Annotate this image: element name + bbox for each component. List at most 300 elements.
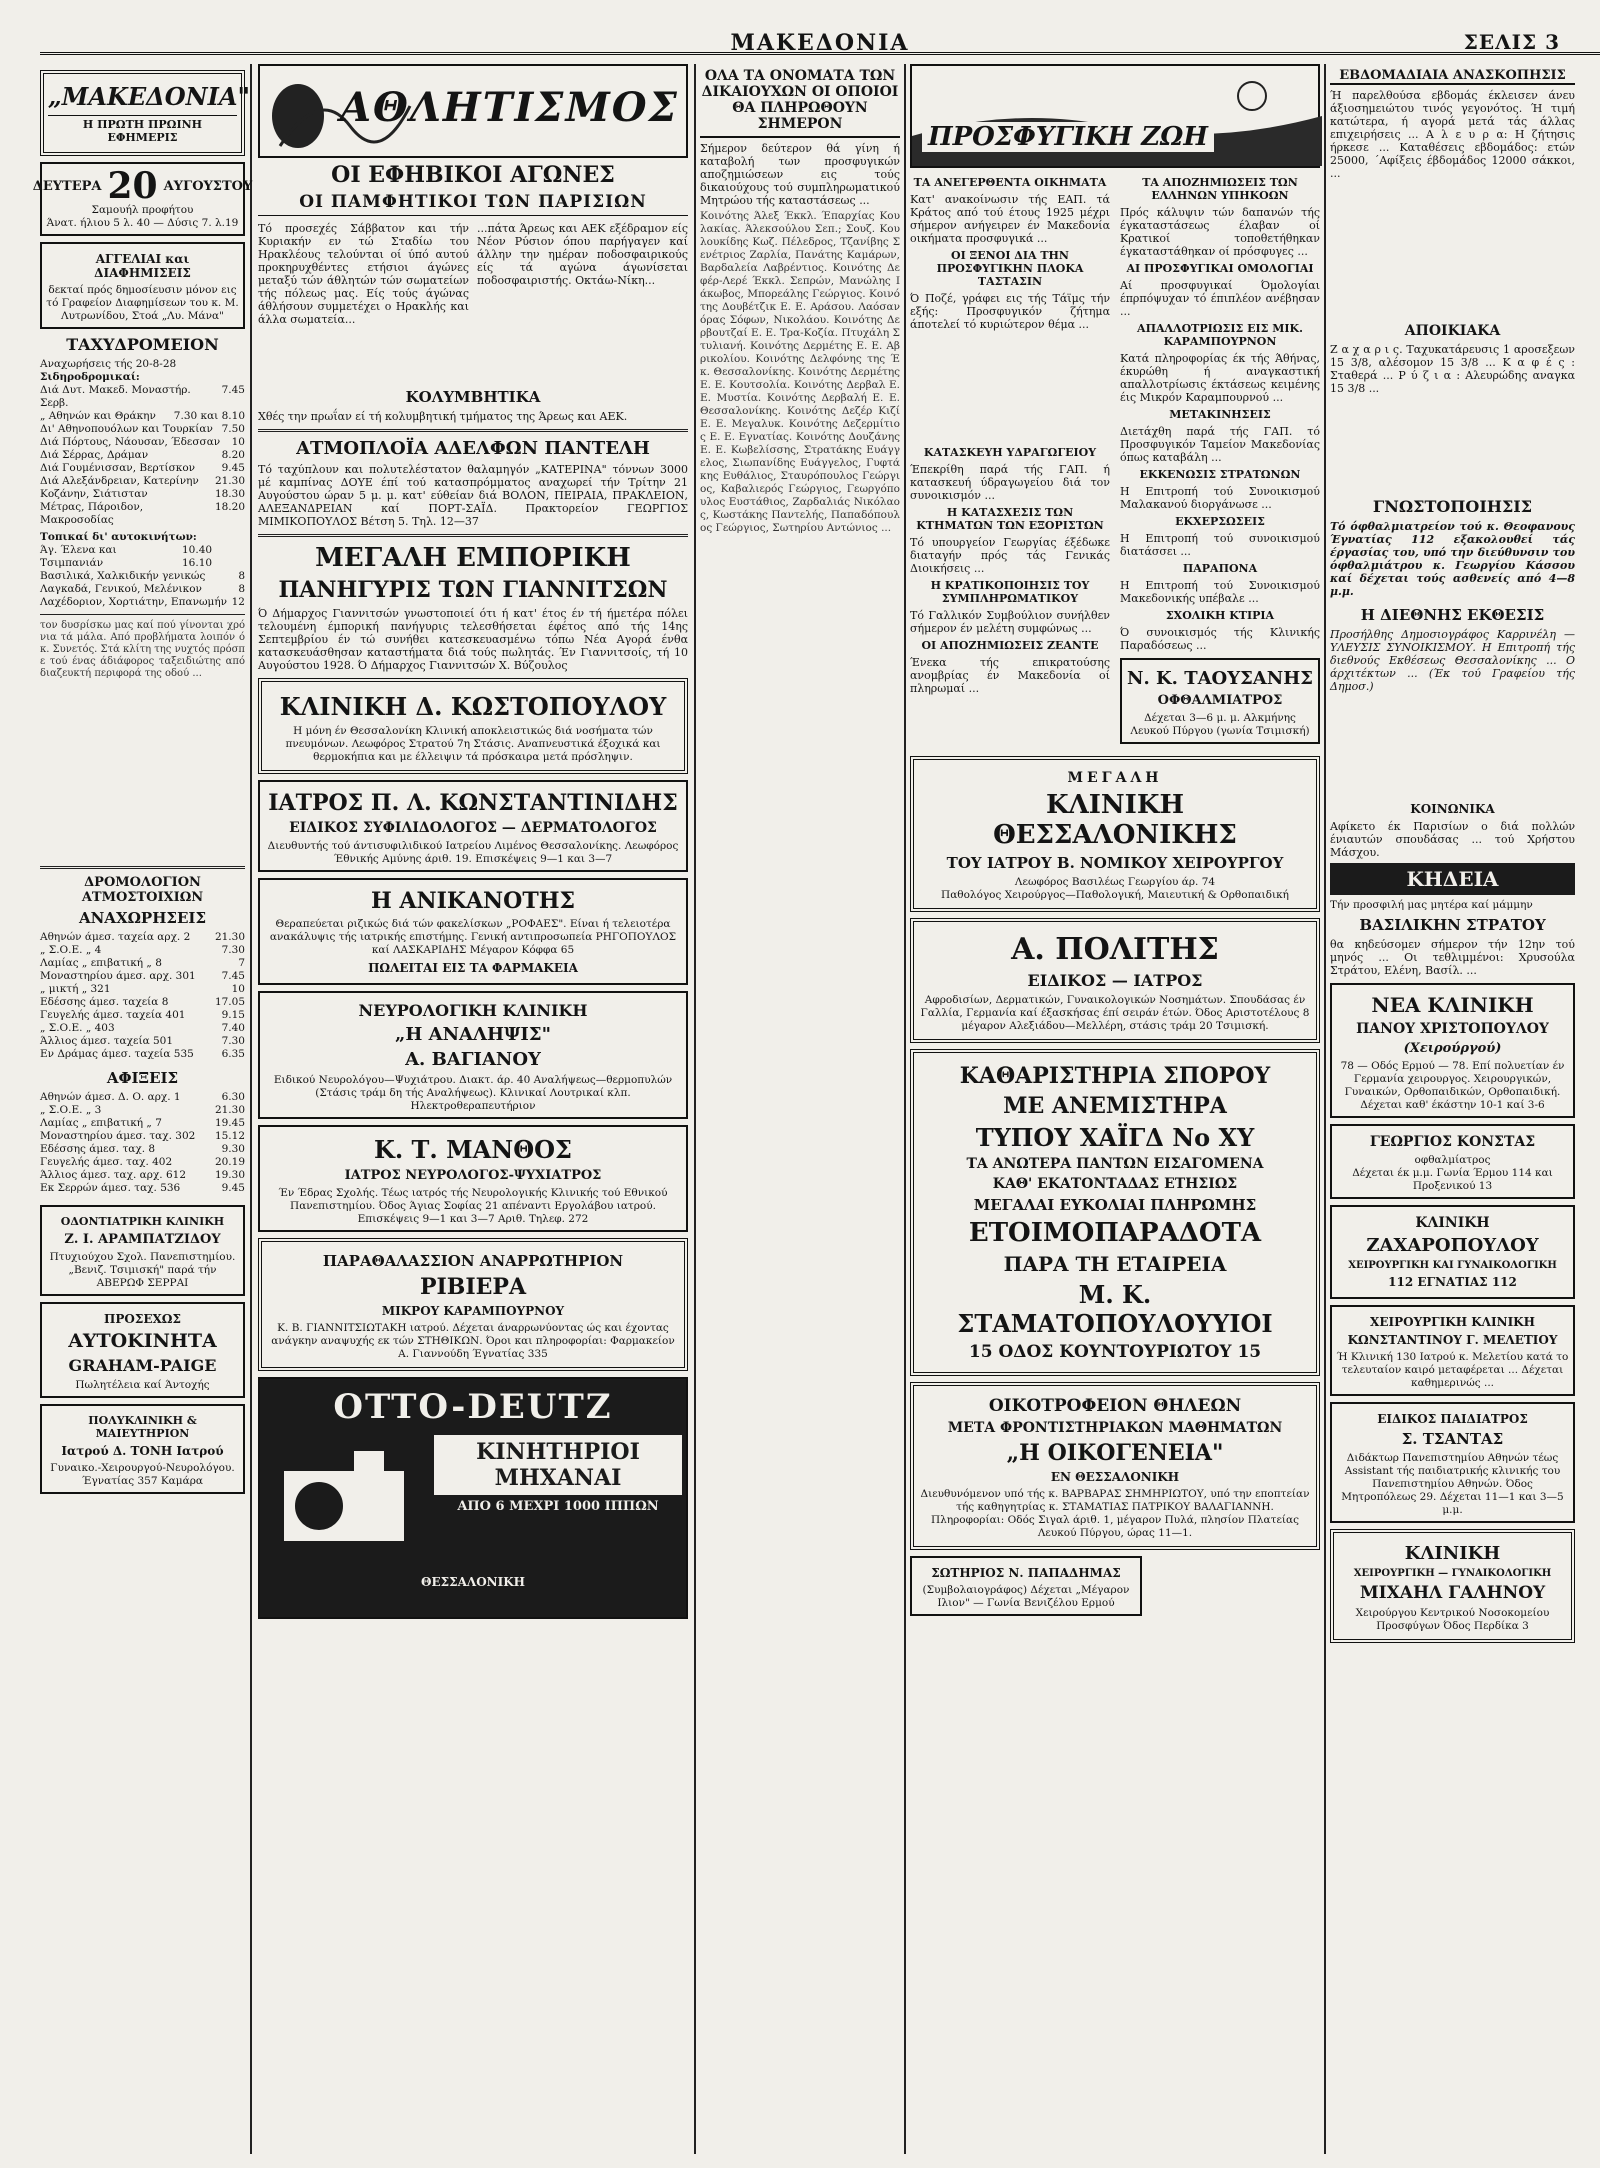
new-clinic-profession: (Χειρούργού) — [1403, 1041, 1502, 1056]
seed-line: ΜΕΓΑΛΑΙ ΕΥΚΟΛΙΑΙ ΠΛΗΡΩΜΗΣ — [973, 1196, 1257, 1214]
departure-row — [40, 983, 245, 996]
seed-line: ΕΤΟΙΜΟΠΑΡΑΔΟΤΑ — [968, 1218, 1262, 1248]
row-time: 7.45 — [221, 970, 245, 982]
pediatrician-ad — [1330, 1402, 1575, 1523]
impotence-ad — [258, 878, 688, 985]
arrivals-list — [40, 1091, 245, 1195]
news-text: Κατ' ανακοίνωσιν τής ΕΑΠ. τά Κράτος από τού έτους 1925 μέχρι σήμερον ανήγειρεν έν Μακεδονία οικήματα προσφυγικά ... — [910, 193, 1110, 245]
social-title: ΚΟΙΝΩΝΙΚΑ — [1410, 802, 1495, 816]
road-list — [40, 544, 245, 609]
politis-ad — [910, 918, 1320, 1043]
meletiou-name: ΚΩΝΣΤΑΝΤΙΝΟΥ Γ. ΜΕΛΕΤΙΟΥ — [1347, 1333, 1558, 1347]
row-time: 8 — [238, 583, 245, 595]
row-time: 7.30 — [221, 1035, 245, 1047]
road-row — [40, 583, 245, 596]
refugee-banner — [910, 64, 1320, 168]
row-label: Γευγελής άμεσ. ταχεία 401 — [40, 1009, 186, 1021]
row-label: Λαμίας „ επιβατική „ 8 — [40, 957, 162, 969]
post-departures: Αναχωρήσεις τής 20-8-28 — [40, 358, 177, 370]
shipping-text: Τό ταχύπλουν και πολυτελέστατον θαλαμηγόν „ΚΑΤΕΡΙΝΑ" τόννων 3000 μέ καμπίνας ΔΟΥΕ έπί τού κατασπρόμματος αναχωρεί τήν Τρίτην 21 Αυγούστου ώραν 5 μ. μ. κατ' εύθείαν διά ΒΟΛΟΝ, ΠΕΙΡΑΙΑ, ΠΡΑΚΛΕΙΟΝ, ΑΛΕΞΑΝΔΡΕΙΑΝ καί ΠΟΡΤ-ΣΑΪΔ. Πρακτορείον ΓΕΩΡΓΙΟΣ ΜΙΜΙΚΟΠΟΥΛΟΣ Βέτση 5. Τηλ. 12—37 — [258, 463, 688, 528]
news-text: Κατά πληροφορίας έκ τής Άθήνας, έκυρώθη ή αναγκαστική απαλλοτρίωσις έκτάσεως κειμένης έις Μικρόν Καραμπουρνού ... — [1120, 352, 1320, 404]
notary-ad — [910, 1556, 1142, 1616]
politis-profession: ΕΙΔΙΚΟΣ — ΙΑΤΡΟΣ — [1027, 971, 1203, 990]
rail-row — [40, 423, 245, 436]
row-label: Διά Πόρτους, Νάουσαν, Έδεσσαν — [40, 436, 221, 448]
konstas-ad — [1330, 1124, 1575, 1199]
deutz-ad — [258, 1377, 688, 1619]
cars-title: ΑΥΤΟΚΙΝΗΤΑ — [68, 1330, 217, 1352]
row-time: 21.30 — [214, 1104, 245, 1116]
news-heading: ΕΚΚΕΝΩΣΙΣ ΣΤΡΑΤΩΝΩΝ — [1139, 468, 1301, 481]
ads-text: δεκταί πρός δημοσίευσιν μόνον εις τό Γραφείον Διαφημίσεων του κ. Μ. Λυτρωνίδου, Στοά „Λυ. Μάνα" — [46, 284, 239, 322]
galinos-text: Χειρούργου Κεντρικού Νοσοκομείου Προσφύγων Όδος Περδίκα 3 — [1355, 1607, 1550, 1632]
cars-text: Πωλητέλεια καί Άντοχής — [75, 1379, 210, 1391]
divider — [40, 866, 245, 869]
row-time: 12 — [231, 596, 245, 608]
claimants-list: Κοινότης Άλεξ Έκκλ. Έπαρχίας Κουλακίας. Άλεκσούλου Σεπ.; Σουζ. Κουλουκίδης Κωζ. Πέλεδρος, Τζανίβης Σενέτριος Ζαρλία, Πανάτης Καμάρων, Βαρδαλεία Λαβρέντιος. Κοινότης Δεφέρ-Λερέ Έκκλ. Σεπρών, Μανώλης Ιάκωβος, Μπορεάλης Γεώργιος. Κοινότης Δουβέτζικ Ε. Ε. Αράσου. Λαόσανόρας Σόφων, Νικολάου. Κοινότης Δερβουτζαί Ε. Ε. Τρα-Κοζία. Πτυχάλη Στυλιανή. Κοινότης Δερμέτης Ε. Ε. Αβρικολίου. Κοινότης Δελφόνης της Έκ. Θεσσαλονίκης. Κοινότης Δερμέτης Ε. Ε. Κουτσολία. Κοινότης Δερβαλ Ε. Ε. Μυστία. Κοινότης Δερβαλή Ε. Ε. Θεσσαλονίκης. Κοινότης Δεζέρ Κιζί Ε. Ε. Μεγαλυκ. Κοινότης Δεζερμίτιος Ε. Ε. Εγνατίας. Κοινότης Δουζάνης Ε. Ε. Κωβελίσσης, Στρατάκης Ευάγγελος, Σιωπανίδης Ευάγγελος, Γυφτάκης Ευθάλιος, Σταυρόπουλος Γεώργιος, Καβαλιερός Γεώργιος, Γεωργόπουλος Ευστάθιος, Ζαρδαλιάς Νικόλαος, Κωστάκης Παντελής, Παπαδόπουλος Γεώργιος, Σωτηρίου Αντώνιος ... — [700, 210, 900, 534]
konstantinidis-title: ΙΑΤΡΟΣ Π. Λ. ΚΩΝΣΤΑΝΤΙΝΙΔΗΣ — [268, 790, 678, 816]
row-time: 15.12 — [214, 1130, 245, 1142]
neurology-name: „Η ΑΝΑΛΗΨΙΣ" — [395, 1024, 551, 1045]
news-text: Η Επιτροπή τού Συνοικισμού Μακεδονικής υπέβαλε ... — [1120, 579, 1320, 605]
arrival-row — [40, 1091, 245, 1104]
seed-line: ΤΥΠΟΥ ΧΑΪΓΔ Νο XY — [975, 1123, 1255, 1152]
row-time: 21.30 — [214, 475, 245, 487]
seed-line: Μ. Κ. ΣΤΑΜΑΤΟΠΟΥΛΟΥΥΙΟΙ — [957, 1280, 1273, 1338]
row-label: Γευγελής άμεσ. ταχ. 402 — [40, 1156, 173, 1168]
post-title: ΤΑΧΥΔΡΟΜΕΙΟΝ — [66, 335, 219, 354]
saint-of-day: Σαμουήλ προφήτου — [91, 204, 194, 216]
news-text: Η Επιτροπή τού συνοικισμού διατάσσει ... — [1120, 532, 1320, 558]
manthos-specialty: ΙΑΤΡΟΣ ΝΕΥΡΟΛΟΓΟΣ-ΨΥΧΙΑΤΡΟΣ — [344, 1168, 602, 1183]
schedule-arrivals: ΑΦΙΞΕΙΣ — [106, 1069, 179, 1087]
board-line: ΕΝ ΘΕΣΣΑΛΟΝΙΚΗ — [1050, 1470, 1180, 1484]
neurology-text: Ειδικού Νευρολόγου—Ψυχιάτρου. Διακτ. άρ. 40 Αναλήψεως—θερμοπυλών (Στάσις τράμ δη τής Αναλήψεως). Κλινικαί Λουτρικαί κλπ. Ηλεκτροθεραπευτήριον — [273, 1074, 673, 1112]
news-heading: ΑΠΑΛΛΟΤΡΙΩΣΙΣ ΕΙΣ ΜΙΚ. ΚΑΡΑΜΠΟΥΡΝΟΝ — [1137, 322, 1303, 348]
seed-line: ΜΕ ΑΝΕΜΙΣΤΗΡΑ — [1003, 1093, 1227, 1119]
column-claimants — [700, 64, 900, 2154]
rail-row — [40, 449, 245, 462]
social-text: Αφίκετο έκ Παρισίων ο διά πολλών ένιαυτών σπουδάσας ... τού Χρήστου Μάσχου. — [1330, 820, 1575, 859]
arrival-row — [40, 1143, 245, 1156]
politis-text: Αφροδισίων, Δερματικών, Γυναικολογικών Νοσημάτων. Σπουδάσας έν Γαλλία, Γερμανία καί έξασκήσας έπί σειράν έτών. Όδος Αριστοτέλους 8 μέγαρον Αλεξιάδου—Μελλέρη, στάσις τράμ 20 Τσιμισκή. — [920, 994, 1310, 1032]
news-text: Διετάχθη παρά τής ΓΑΠ. τό Προσφυγικόν Ταμείον Μακεδονίας όπως καταβάλη ... — [1120, 425, 1320, 464]
meletiou-ad — [1330, 1305, 1575, 1396]
taousanis-name: Ν. Κ. ΤΑΟΥΣΑΝΗΣ — [1127, 668, 1313, 689]
arrival-row — [40, 1130, 245, 1143]
date-day: 20 — [107, 165, 158, 207]
row-time: 7 — [238, 957, 245, 969]
zacharopoulos-address: 112 ΕΓΝΑΤΙΑΣ 112 — [1388, 1275, 1517, 1289]
column-divider — [1324, 64, 1326, 2154]
sun-times: Άνατ. ήλιου 5 λ. 40 — Δύσις 7. λ.19 — [46, 217, 239, 229]
notary-name: ΣΩΤΗΡΙΟΣ Ν. ΠΑΠΑΔΗΜΑΣ — [931, 1566, 1121, 1580]
board-line: ΟΙΚΟΤΡΟΦΕΙΟΝ ΘΗΛΕΩΝ — [988, 1396, 1242, 1416]
notice-text: Τό όφθαλμιατρείον τού κ. Θεοφανους Έγνατίας 112 εξακολουθεί τάς έργασίας του, υπό την διεύθυνσιν του όφθαλμιάτρου κ. Γεωργίου Κάσσου καί δέχεται τούς ασθενείς από 4—8 μ.μ. — [1330, 520, 1575, 598]
rail-row — [40, 462, 245, 475]
row-time: 9.15 — [221, 1009, 245, 1021]
pediatrician-text: Διδάκτωρ Πανεπιστημίου Αθηνών τέως Assistant τής παιδιατρικής κλινικής του Πανεπιστημίου Αθηνών. Όδος Μητροπόλεως 29. Δέχεται 11—1 και 3—5 μ.μ. — [1341, 1452, 1564, 1516]
news-heading: ΑΙ ΠΡΟΣΦΥΓΙΚΑΙ ΟΜΟΛΟΓΙΑΙ — [1126, 262, 1314, 275]
rail-row — [40, 488, 245, 501]
row-time: 10 — [231, 983, 245, 995]
departure-row — [40, 970, 245, 983]
row-label: Διά Γουμένισσαν, Βερτίσκον — [40, 462, 196, 474]
dental-text: Πτυχιούχου Σχολ. Πανεπιστημίου. „Βενιζ. Τσιμισκή" παρά τήν ΑΒΕΡΩΦ ΣΕΡΡΑΙ — [49, 1251, 236, 1289]
nomikos-doctor: ΤΟΥ ΙΑΤΡΟΥ Β. ΝΟΜΙΚΟΥ ΧΕΙΡΟΥΡΓΟΥ — [946, 854, 1284, 872]
news-heading: ΣΧΟΛΙΚΗ ΚΤΙΡΙΑ — [1165, 609, 1275, 622]
sports-headline: ΟΙ ΕΦΗΒΙΚΟΙ ΑΓΩΝΕΣ — [331, 162, 615, 188]
departure-row — [40, 944, 245, 957]
row-label: Δι' Αθηνοπουόλων και Τουρκίαν — [40, 423, 213, 435]
polyclinic-title: ΠΟΛΥΚΛΙΝΙΚΗ & ΜΑΙΕΥΤΗΡΙΟΝ — [88, 1414, 197, 1440]
ads-title: ΑΓΓΕΛΙΑΙ και ΔΙΑΦΗΜΙΣΕΙΣ — [94, 252, 191, 280]
ads-notice — [40, 242, 245, 329]
departures-list — [40, 931, 245, 1061]
weekly-text: Ή παρελθούσα εβδομάς έκλεισεν άνευ άξιοσημειώτου τινός γεγονότος. Ή τιμή κατώτερα, ή αγορά μετά τάς άλλας επιχειρήσεις ... Α λ ε υ ρ α: Η ζήτησις ήρκεσε ... Καταθέσεις εβδομάδος: ετών 25000, ΄Αφίξεις έβδομάδος 12000 σάκκοι, ... — [1330, 89, 1575, 180]
row-time: 6.30 — [221, 1091, 245, 1103]
page-header — [40, 30, 1600, 55]
seed-cleaner-ad — [910, 1049, 1320, 1376]
sports-subheadline: ΟΙ ΠΑΜΦΗΤΙΚΟΙ ΤΩΝ ΠΑΡΙΣΙΩΝ — [258, 192, 688, 216]
arrival-row — [40, 1182, 245, 1195]
fair-text: Ό Δήμαρχος Γιαννιτσών γνωστοποιεί ότι ή κατ' έτος έν τή ήμετέρα πόλει τελουμένη έμπορική πανήγυρις τελεσθήσεται έφέτος από τής 14ης Σεπτεμβρίου έν τώ συνήθει κατεσκευασμένω τόπω Νέα Αγορά ένθα κατασκευάσθησαν καταστήματα διά τούς πωλητάς. Έν Γιαννιτσοίς, τή 10 Αυγούστου 1928. Ό Δήμαρχος Γιαννιτσών Χ. Βύζουλος — [258, 607, 688, 672]
fair-title-1: ΜΕΓΑΛΗ ΕΜΠΟΡΙΚΗ — [315, 543, 631, 573]
column-sports — [258, 64, 688, 2154]
konstas-name: ΓΕΩΡΓΙΟΣ ΚΟΝΣΤΑΣ — [1369, 1134, 1536, 1150]
rail-row — [40, 410, 245, 423]
news-text: Η Επιτροπή τού Συνοικισμού Μαλακανού διοργάνωσε ... — [1120, 485, 1320, 511]
news-heading: ΤΑ ΑΝΕΓΕΡΘΕΝΤΑ ΟΙΚΗΜΑΤΑ — [913, 176, 1107, 189]
row-time: 20.19 — [214, 1156, 245, 1168]
impotence-footer: ΠΩΛΕΙΤΑΙ ΕΙΣ ΤΑ ΦΑΡΜΑΚΕΙΑ — [368, 961, 578, 975]
neurology-doctor: Α. ΒΑΓΙΑΝΟΥ — [405, 1049, 541, 1070]
colonial-text: Ζ α χ α ρ ι ς. Ταχυκατάρευσις 1 αροσεξεων 15 3/8, αλέσομον 15 3/8 ... Κ α φ έ ς : Σταθερά ... Ρ ύ ζ ι α : Αλευρώδης αναγκα 15 3/8 ... — [1330, 343, 1575, 395]
dental-name: Ζ. Ι. ΑΡΑΜΠΑΤΖΙΔΟΥ — [64, 1232, 221, 1247]
departure-row — [40, 1022, 245, 1035]
news-text: Ό συνοικισμός τής Κλινικής Παραδόσεως ... — [1120, 626, 1320, 652]
row-time: 7.45 — [221, 384, 245, 396]
nomikos-heading: ΜΕΓΑΛΗ — [1067, 770, 1163, 786]
rail-list — [40, 384, 245, 527]
nomikos-clinic-ad — [910, 756, 1320, 912]
news-heading: ΚΑΤΑΣΚΕΥΗ ΥΔΡΑΓΩΓΕΙΟΥ — [923, 446, 1097, 459]
departure-row — [40, 996, 245, 1009]
rail-row — [40, 501, 245, 527]
pediatrician-name: Σ. ΤΣΑΝΤΑΣ — [1401, 1430, 1504, 1448]
row-time: 7.40 — [221, 1022, 245, 1034]
row-time: 17.05 — [214, 996, 245, 1008]
sports-banner — [258, 64, 688, 158]
riviera-title-3: ΜΙΚΡΟΥ ΚΑΡΑΜΠΟΥΡΝΟΥ — [381, 1304, 565, 1318]
galinos-title: ΚΛΙΝΙΚΗ — [1404, 1543, 1501, 1564]
arrival-row — [40, 1169, 245, 1182]
funeral-name: ΒΑΣΙΛΙΚΗΝ ΣΤΡΑΤΟΥ — [1359, 916, 1546, 934]
nomikos-address: Λεωφόρος Βασιλέως Γεωργίου άρ. 74 — [1014, 876, 1216, 888]
notary-text: (Συμβολαιογράφος) Δέχεται „Μέγαρον Ιλιον" — Γωνία Βενιζέλου Ερμού — [922, 1584, 1130, 1609]
row-label: Αθηνών άμεσ. Δ. Ο. αρχ. 1 — [40, 1091, 181, 1103]
dental-ad — [40, 1205, 245, 1296]
news-text: Έπεκρίθη παρά τής ΓΑΠ. ή κατασκευή ύδραγωγείου διά τον συνοικισμόν ... — [910, 463, 1110, 502]
refugee-news-left — [910, 172, 1110, 750]
arrival-row — [40, 1104, 245, 1117]
news-text: Τό υπουργείον Γεωργίας έξέδωκε διαταγήν πρός τάς Γενικάς Διοικήσεις ... — [910, 536, 1110, 575]
riviera-ad — [258, 1238, 688, 1371]
row-label: Μέτρας, Πάροιδον, Μακροσοδίας — [40, 501, 144, 526]
masthead-tagline: Η ΠΡΩΤΗ ΠΡΩΙΝΗ ΕΦΗΜΕΡΙΣ — [48, 115, 237, 144]
row-label: Διά Σέρρας, Δράμαν — [40, 449, 149, 461]
funeral-more: θα κηδεύσομεν σήμερον τήν 12ην τού μηνός ... Οι τεθλιμμένοι: Χρυσούλα Στράτου, Ελένη, Βασίλ. ... — [1330, 938, 1575, 977]
shipping-title: ΑΤΜΟΠΛΟΪΑ ΑΔΕΛΦΩΝ ΠΑΝΤΕΛΗ — [296, 438, 650, 459]
row-label: Διά Αλεξάνδρειαν, Κατερίνην — [40, 475, 199, 487]
row-time: 18.30 — [214, 488, 245, 500]
news-heading: ΕΚΧΕΡΣΩΣΕΙΣ — [1175, 515, 1265, 528]
nomikos-services: Παθολόγος Χειρούργος—Παθολογική, Μαιευτική & Ορθοπαιδική — [941, 889, 1289, 901]
konstas-text: Δέχεται έκ μ.μ. Γωνία Έρμου 114 και Προξενικού 13 — [1352, 1167, 1553, 1192]
fair-title-2: ΠΑΝΗΓΥΡΙΣ ΤΩΝ ΓΙΑΝΝΙΤΣΩΝ — [278, 577, 668, 603]
impotence-text: Θεραπεύεται ριζικώς διά τών φακελίσκων „ΡΟΦΑΕΣ". Είναι ή τελειοτέρα ανακάλυψις τής ιατρικής επιστήμης. Γενική αντιπροσωπεία ΡΗΓΟΠΟΥΛΟΣ καί ΛΑΣΚΑΡΙΔΗΣ Μέγαρον Κόφφα 65 — [269, 918, 677, 956]
road-row — [40, 596, 245, 609]
swim-title: ΚΟΛΥΜΒΗΤΙΚΑ — [405, 388, 541, 406]
schedule-title: ΔΡΟΜΟΛΟΓΙΟΝ ΑΤΜΟΣΤΟΙΧΙΩΝ — [81, 875, 204, 905]
date-weekday: ΔΕΥΤΕΡΑ — [32, 178, 102, 194]
row-label: Εν Δράμας άμεσ. ταχεία 535 — [40, 1048, 194, 1060]
departure-row — [40, 931, 245, 944]
row-time: 7.50 — [221, 423, 245, 435]
kostopoulos-text: Η μόνη έν Θεσσαλονίκη Κλινική αποκλειστικώς διά νοσήματα τών πνευμόνων. Λεωφόρος Στρατού 7η Στάσις. Αναπνευστικά έξοχικά και θερμοκήπια και με έλλειψιν τά πρόσκαιρα μετά πρόσληψιν. — [285, 725, 661, 763]
masthead-name: „ΜΑΚΕΔΟΝΙΑ" — [48, 82, 250, 111]
konstantinidis-ad — [258, 780, 688, 872]
expo-title: Η ΔΙΕΘΝΗΣ ΕΚΘΕΣΙΣ — [1360, 606, 1545, 624]
row-label: Εκ Σερρών άμεσ. ταχ. 536 — [40, 1182, 181, 1194]
row-time: 19.45 — [214, 1117, 245, 1129]
cars-ad — [40, 1302, 245, 1398]
new-clinic-doctor: ΠΑΝΟΥ ΧΡΙΣΤΟΠΟΥΛΟΥ — [1356, 1021, 1549, 1037]
neurology-ad — [258, 991, 688, 1119]
row-label: Βασιλικά, Χαλκιδικήν γενικώς — [40, 570, 206, 582]
row-time: 21.30 — [214, 931, 245, 943]
news-heading: Η ΚΡΑΤΙΚΟΠΟΙΗΣΙΣ ΤΟΥ ΣΥΜΠΛΗΡΩΜΑΤΙΚΟΥ — [930, 579, 1090, 605]
row-label: Άλλιος άμεσ. ταχ. αρχ. 612 — [40, 1169, 187, 1181]
page-number: ΣΕΛΙΣ 3 — [1463, 30, 1560, 54]
row-time: 6.35 — [221, 1048, 245, 1060]
new-clinic-ad — [1330, 983, 1575, 1118]
boarding-school-ad — [910, 1382, 1320, 1550]
row-time: 18.20 — [214, 501, 245, 513]
seed-line: 15 ΟΔΟΣ ΚΟΥΝΤΟΥΡΙΩΤΟΥ 15 — [968, 1342, 1262, 1362]
arrival-row — [40, 1117, 245, 1130]
row-label: Εδέσσης άμεσ. ταχ. 8 — [40, 1143, 156, 1155]
board-line: ΜΕΤΑ ΦΡΟΝΤΙΣΤΗΡΙΑΚΩΝ ΜΑΘΗΜΑΤΩΝ — [947, 1420, 1283, 1436]
cars-brand: GRAHAM-PAIGE — [68, 1356, 217, 1375]
column-left — [32, 64, 253, 2154]
masthead-box — [40, 70, 250, 156]
row-label: „ Σ.Ο.Ε. „ 403 — [40, 1022, 115, 1034]
row-label: Εδέσσης άμεσ. ταχεία 8 — [40, 996, 169, 1008]
arrival-row — [40, 1156, 245, 1169]
weekly-title: ΕΒΔΟΜΑΔΙΑΙΑ ΑΝΑΣΚΟΠΗΣΙΣ — [1330, 68, 1575, 85]
departure-row — [40, 957, 245, 970]
cars-head: ΠΡΟΣΕΧΩΣ — [104, 1312, 181, 1326]
seed-line: ΚΑΘΑΡΙΣΤΗΡΙΑ ΣΠΟΡΟΥ — [959, 1063, 1271, 1089]
row-label: Λαγκαδά, Γενικού, Μελένικον — [40, 583, 202, 595]
dental-title: ΟΔΟΝΤΙΑΤΡΙΚΗ ΚΛΙΝΙΚΗ — [60, 1215, 225, 1228]
zacharopoulos-specialty: ΧΕΙΡΟΥΡΓΙΚΗ ΚΑΙ ΓΥΝΑΙΚΟΛΟΓΙΚΗ — [1348, 1260, 1557, 1271]
board-text: Διευθυνόμενον υπό τής κ. ΒΑΡΒΑΡΑΣ ΣΗΜΗΡΙΩΤΟΥ, υπό την εποπτείαν τής καθηγητρίας κ. ΣΤΑΜΑΤΙΑΣ ΠΑΤΡΙΚΟΥ ΒΑΛΑΓΙΑΝΝΗ. Πληροφορίαι: Οδός Σιγαλ άριθ. 1, μέγαρον Πυλά, πλησίον Πλατείας Λευκού Πύργου, ώρας 11—1. — [920, 1488, 1310, 1539]
date-month: ΑΥΓΟΥΣΤΟΥ — [163, 178, 253, 194]
newspaper-title: ΜΑΚΕΔΟΝΙΑ — [730, 30, 910, 56]
news-heading: ΤΑ ΑΠΟΖΗΜΙΩΣΕΙΣ ΤΩΝ ΕΛΛΗΝΩΝ ΥΠΗΚΟΩΝ — [1142, 176, 1298, 202]
seed-line: ΚΑΘ' ΕΚΑΤΟΝΤΑΔΑΣ ΕΤΗΣΙΩΣ — [992, 1176, 1238, 1192]
claimants-intro: Σήμερον δεύτερον θά γίνη ή καταβολή των προσφυγικών αποζημιώσεων εις τούς δικαιούχους τού συμπληρωματικού Μητρώου τής καταστάσεως ... — [700, 142, 900, 207]
board-line: „Η ΟΙΚΟΓΕΝΕΙΑ" — [1006, 1440, 1224, 1466]
seed-line: ΠΑΡΑ ΤΗ ΕΤΑΙΡΕΙΑ — [1003, 1252, 1227, 1276]
row-label: Κοζάνην, Σιάτισταν — [40, 488, 148, 500]
date-box — [32, 162, 253, 236]
engine-illustration — [264, 1431, 434, 1571]
manthos-ad — [258, 1125, 688, 1232]
galinos-name: ΜΙΧΑΗΛ ΓΑΛΗΝΟΥ — [1359, 1583, 1546, 1603]
refugee-news-right — [1120, 172, 1320, 750]
row-time: 19.30 — [214, 1169, 245, 1181]
deutz-brand: OTTO-DEUTZ — [333, 1387, 613, 1427]
news-heading: ΠΑΡΑΠΟΝΑ — [1182, 562, 1258, 575]
riviera-title-1: ΠΑΡΑΘΑΛΑΣΣΙΟΝ ΑΝΑΡΡΩΤΗΡΙΟΝ — [322, 1252, 624, 1270]
konstantinidis-text: Διευθυντής τού άντισυφιλιδικού Ιατρείου Λιμένος Θεσσαλονίκης. Λεωφόρος Έθνικής Αμύνης άριθ. 19. Επισκέψεις 9—1 και 3—7 — [267, 840, 679, 865]
row-time: 9.45 — [221, 1182, 245, 1194]
zacharopoulos-title: ΚΛΙΝΙΚΗ — [1415, 1215, 1490, 1231]
news-text: Ό Ποζέ, γράφει εις τής Τάϊμς τήν εξής: Προσφυγικόν ζήτημα άποτελεί τό κυριώτερον θέμα ... — [910, 292, 1110, 331]
divider — [258, 534, 688, 537]
column-divider — [694, 64, 696, 2154]
road-row — [40, 570, 245, 583]
zacharopoulos-name: ΖΑΧΑΡΟΠΟΥΛΟΥ — [1366, 1235, 1539, 1256]
claimants-headline: ΟΛΑ ΤΑ ΟΝΟΜΑΤΑ ΤΩΝ ΔΙΚΑΙΟΥΧΩΝ ΟΙ ΟΠΟΙΟΙ ΘΑ ΠΛΗΡΩΘΟΥΝ ΣΗΜΕΡΟΝ — [700, 68, 900, 138]
column-divider — [250, 64, 252, 2154]
sports-banner-title: ΑΘΛΗΤΙΣΜΟΣ — [340, 84, 679, 131]
politis-name: Α. ΠΟΛΙΤΗΣ — [1011, 932, 1219, 967]
row-label: „ Σ.Ο.Ε. „ 4 — [40, 944, 102, 956]
expo-text: Προσήλθης Δημοσιογράφος Καρρινέλη — ΥΛΕΥΣΙΣ ΣΥΝΟΙΚΙΣΜΟΥ. Η Επιτροπή τής διεθνούς Εκθέσεως Θεσσαλονίκης ... Ο άρχιτέκτων ... (Έκ τού Γραφείου τής Δημοσ.) — [1330, 628, 1575, 693]
row-time: 8.20 — [221, 449, 245, 461]
notice-title: ΓΝΩΣΤΟΠΟΙΗΣΙΣ — [1372, 497, 1533, 516]
sports-article-right: ...πάτα Άρεως και ΑΕΚ εξέδραμον είς Νέον Ρύσιον όπου παρήγαγεν καί άλλην την ημέραν ποδοσφαιρικούς είς τά αγώνα άγωνίσεται ποδοσφαιριστής. Οκτάω-Νίκη... — [477, 222, 688, 287]
rail-row — [40, 384, 245, 410]
deutz-title: ΚΙΝΗΤΗΡΙΟΙ ΜΗΧΑΝΑΙ — [434, 1435, 682, 1495]
manthos-text: Έν Έδρας Σχολής. Τέως ιατρός τής Νευρολογικής Κλινικής τού Εθνικού Πανεπιστημίου. Όδος Άγιας Σοφίας 21 απέναντι Εργολάβου ιατρού. Επισκέψεις 9—1 και 3—7 Αριθ. Τηλεφ. 272 — [278, 1187, 668, 1225]
row-label: Άλλιος άμεσ. ταχεία 501 — [40, 1035, 174, 1047]
news-text: Πρός κάλυψιν τών δαπανών τής έγκαταστάσεως έλαβαν οί Κρατικοί τοποθετήθηκαν έγκαταστάθηκαν οί πρόσφυγες ... — [1120, 206, 1320, 258]
row-label: „ μικτή „ 321 — [40, 983, 111, 995]
row-label: Άγ. Έλενα και Τσιμπανιάν — [40, 544, 117, 569]
news-heading: Η ΚΑΤΑΣΧΕΣΙΣ ΤΩΝ ΚΤΗΜΑΤΩΝ ΤΩΝ ΕΞΟΡΙΣΤΩΝ — [916, 506, 1104, 532]
polyclinic-ad — [40, 1404, 245, 1494]
rail-row — [40, 475, 245, 488]
row-label: Μοναστηρίου άμεσ. αρχ. 301 — [40, 970, 196, 982]
deutz-city: ΘΕΣΣΑΛΟΝΙΚΗ — [421, 1575, 525, 1589]
deutz-range: ΑΠΟ 6 ΜΕΧΡΙ 1000 ΙΠΠΩΝ — [457, 1499, 659, 1514]
kostopoulos-title: ΚΛΙΝΙΚΗ Δ. ΚΩΣΤΟΠΟΥΛΟΥ — [279, 692, 667, 721]
news-heading: ΟΙ ΑΠΟΖΗΜΙΩΣΕΙΣ ΖΕΑΝΤΕ — [921, 639, 1099, 652]
news-heading: ΟΙ ΞΕΝΟΙ ΔΙΑ ΤΗΝ ΠΡΟΣΦΥΓΙΚΗΝ ΠΛΟΚΑ ΤΑΣΤΑΣΙΝ — [936, 249, 1084, 288]
funeral-text: Τήν προσφιλή μας μητέρα καί μάμμην — [1330, 899, 1533, 911]
zacharopoulos-ad — [1330, 1205, 1575, 1299]
row-label: Λαχέδοριον, Χορτιάτην, Επανωμήν — [40, 596, 228, 608]
row-label: Αθηνών άμεσ. ταχεία αρχ. 2 — [40, 931, 191, 943]
row-label: Μοναστηρίου άμεσ. ταχ. 302 — [40, 1130, 196, 1142]
nomikos-title: ΚΛΙΝΙΚΗ ΘΕΣΣΑΛΟΝΙΚΗΣ — [993, 790, 1237, 850]
row-time: 10 — [231, 436, 245, 448]
post-road: Τοπικαί δι' αυτοκινήτων: — [40, 531, 197, 543]
row-label: „ Αθηνών και Θράκην — [40, 410, 156, 422]
pediatrician-title: ΕΙΔΙΚΟΣ ΠΑΙΔΙΑΤΡΟΣ — [1377, 1412, 1528, 1426]
riviera-title-2: ΡΙΒΙΕΡΑ — [419, 1274, 527, 1300]
row-time: 9.45 — [221, 462, 245, 474]
divider — [258, 429, 688, 432]
sports-article-left: Τό προσεχές Σάββατον και τήν Κυριακήν εν τώ Σταδίω του Ηρακλέους τελούνται οί ύπό αυτού προκηρυχθέντες ετήσιοι άγώνες μεταξύ τών άθλητών τών σωματείων τής πόλεως μας. Είς τούς άγώνας άθλήσουν συμμετέχει ο Ηρακλής και άλλα σωματεία... — [258, 222, 469, 326]
meletiou-text: Ή Κλινική 130 Ιατρού κ. Μελετίου κατά το τελευταίον καιρό μεταφέρεται ... Δέχεται καθημερινώς ... — [1336, 1351, 1569, 1389]
road-row — [40, 544, 245, 570]
refugee-banner-title: ΠΡΟΣΦΥΓΙΚΗ ΖΩΗ — [922, 122, 1214, 152]
news-heading: ΜΕΤΑΚΙΝΗΣΕΙΣ — [1169, 408, 1271, 421]
konstas-profession: οφθαλμίατρος — [1414, 1154, 1491, 1166]
row-label: „ Σ.Ο.Ε. „ 3 — [40, 1104, 102, 1116]
kostopoulos-ad — [258, 678, 688, 774]
taousanis-profession: ΟΦΘΑΛΜΙΑΤΡΟΣ — [1157, 693, 1283, 708]
seed-line: ΤΑ ΑΝΩΤΕΡΑ ΠΑΝΤΩΝ ΕΙΣΑΓΟΜΕΝΑ — [966, 1156, 1264, 1172]
rail-row — [40, 436, 245, 449]
row-label: Λαμίας „ επιβατική „ 7 — [40, 1117, 162, 1129]
riviera-text: Κ. Β. ΓΙΑΝΝΙΤΣΙΩΤΑΚΗ ιατρού. Δέχεται άναρρωνύοντας ώς και έχοντας ανάγκην αναψυχής εκ τών ΣΤΗΘΙΚΩΝ. Όροι και πληροφορίαι: Φαρμακείον Α. Γιαννούδη Έγνατίας 335 — [271, 1322, 675, 1360]
polyclinic-name: Ιατρού Δ. ΤΟΝΗ Ιατρού — [61, 1444, 224, 1458]
news-text: Αί προσφυγικαί Όμολογίαι έπρπόψυχαν τό έπιπλέον ανέβησαν ... — [1120, 279, 1320, 318]
row-time: 7.30 και 8.10 — [173, 410, 245, 422]
colonial-title: ΑΠΟΙΚΙΑΚΑ — [1404, 323, 1501, 339]
polyclinic-text: Γυναικο.-Χειρουργού-Νευρολόγου. Έγνατίας 357 Καμάρα — [50, 1462, 235, 1487]
news-text: Ένεκα τής επικρατούσης ανομβρίας έν Μακεδονία οί πληρωμαί ... — [910, 656, 1110, 695]
column-text: τον δυσρίσκω μας καί πού γίνονται χρόνια τά μάλα. Από προβλήματα λοιπόν ό κ. Συνετός. Στά κλίτη της νυχτός πρόσπε τού ένας άδιάφορος ταξειδιώτης από διαζευκτή περιφορά της οδού ... — [40, 620, 245, 679]
divider — [40, 614, 245, 615]
swim-text: Χθές την πρωΐαν εί τή κολυμβητική τμήματος της Άρεως και ΑΕΚ. — [258, 410, 628, 423]
row-time: 10.40 16.10 — [182, 544, 213, 569]
meletiou-title: ΧΕΙΡΟΥΡΓΙΚΗ ΚΛΙΝΙΚΗ — [1370, 1315, 1535, 1329]
news-text: Τό Γαλλικόν Συμβούλιον συνήλθεν σήμερον έν μελέτη συμφώνως ... — [910, 609, 1110, 635]
row-label: Διά Δυτ. Μακεδ. Μοναστήρ. Σερβ. — [40, 384, 191, 409]
column-refugee-life — [910, 64, 1320, 2154]
galinos-specialty: ΧΕΙΡΟΥΡΓΙΚΗ — ΓΥΝΑΙΚΟΛΟΓΙΚΗ — [1353, 1568, 1552, 1579]
column-divider — [904, 64, 906, 2154]
funeral-title: ΚΗΔΕΙΑ — [1330, 863, 1575, 895]
departure-row — [40, 1035, 245, 1048]
new-clinic-title: ΝΕΑ ΚΛΙΝΙΚΗ — [1371, 993, 1534, 1017]
manthos-title: Κ. Τ. ΜΑΝΘΟΣ — [373, 1135, 573, 1164]
departure-row — [40, 1009, 245, 1022]
post-rail: Σιδηροδρομικαί: — [40, 371, 140, 383]
row-time: 8 — [238, 570, 245, 582]
taousanis-ad — [1120, 658, 1320, 744]
new-clinic-text: 78 — Οδός Ερμού — 78. Επί πολυετίαν έν Γερμανία χειρουργος. Χειρουργικών, Γυναικών, Ορθοπαιδικών, Ορθοπαιδική. Δέχεται καθ' έκάστην 10-1 καί 3-6 — [1340, 1060, 1565, 1111]
column-right — [1330, 64, 1575, 2154]
galinos-ad — [1330, 1529, 1575, 1643]
row-time: 7.30 — [221, 944, 245, 956]
row-time: 9.30 — [221, 1143, 245, 1155]
schedule-departures: ΑΝΑΧΩΡΗΣΕΙΣ — [78, 909, 207, 927]
taousanis-text: Δέχεται 3—6 μ. μ. Αλκμήνης Λευκού Πύργου (γωνία Τσιμισκή) — [1130, 712, 1310, 737]
konstantinidis-specialty: ΕΙΔΙΚΟΣ ΣΥΦΙΛΙΔΟΛΟΓΟΣ — ΔΕΡΜΑΤΟΛΟΓΟΣ — [289, 820, 657, 836]
impotence-title: Η ΑΝΙΚΑΝΟΤΗΣ — [370, 888, 576, 914]
neurology-title: ΝΕΥΡΟΛΟΓΙΚΗ ΚΛΙΝΙΚΗ — [358, 1001, 588, 1020]
departure-row — [40, 1048, 245, 1061]
